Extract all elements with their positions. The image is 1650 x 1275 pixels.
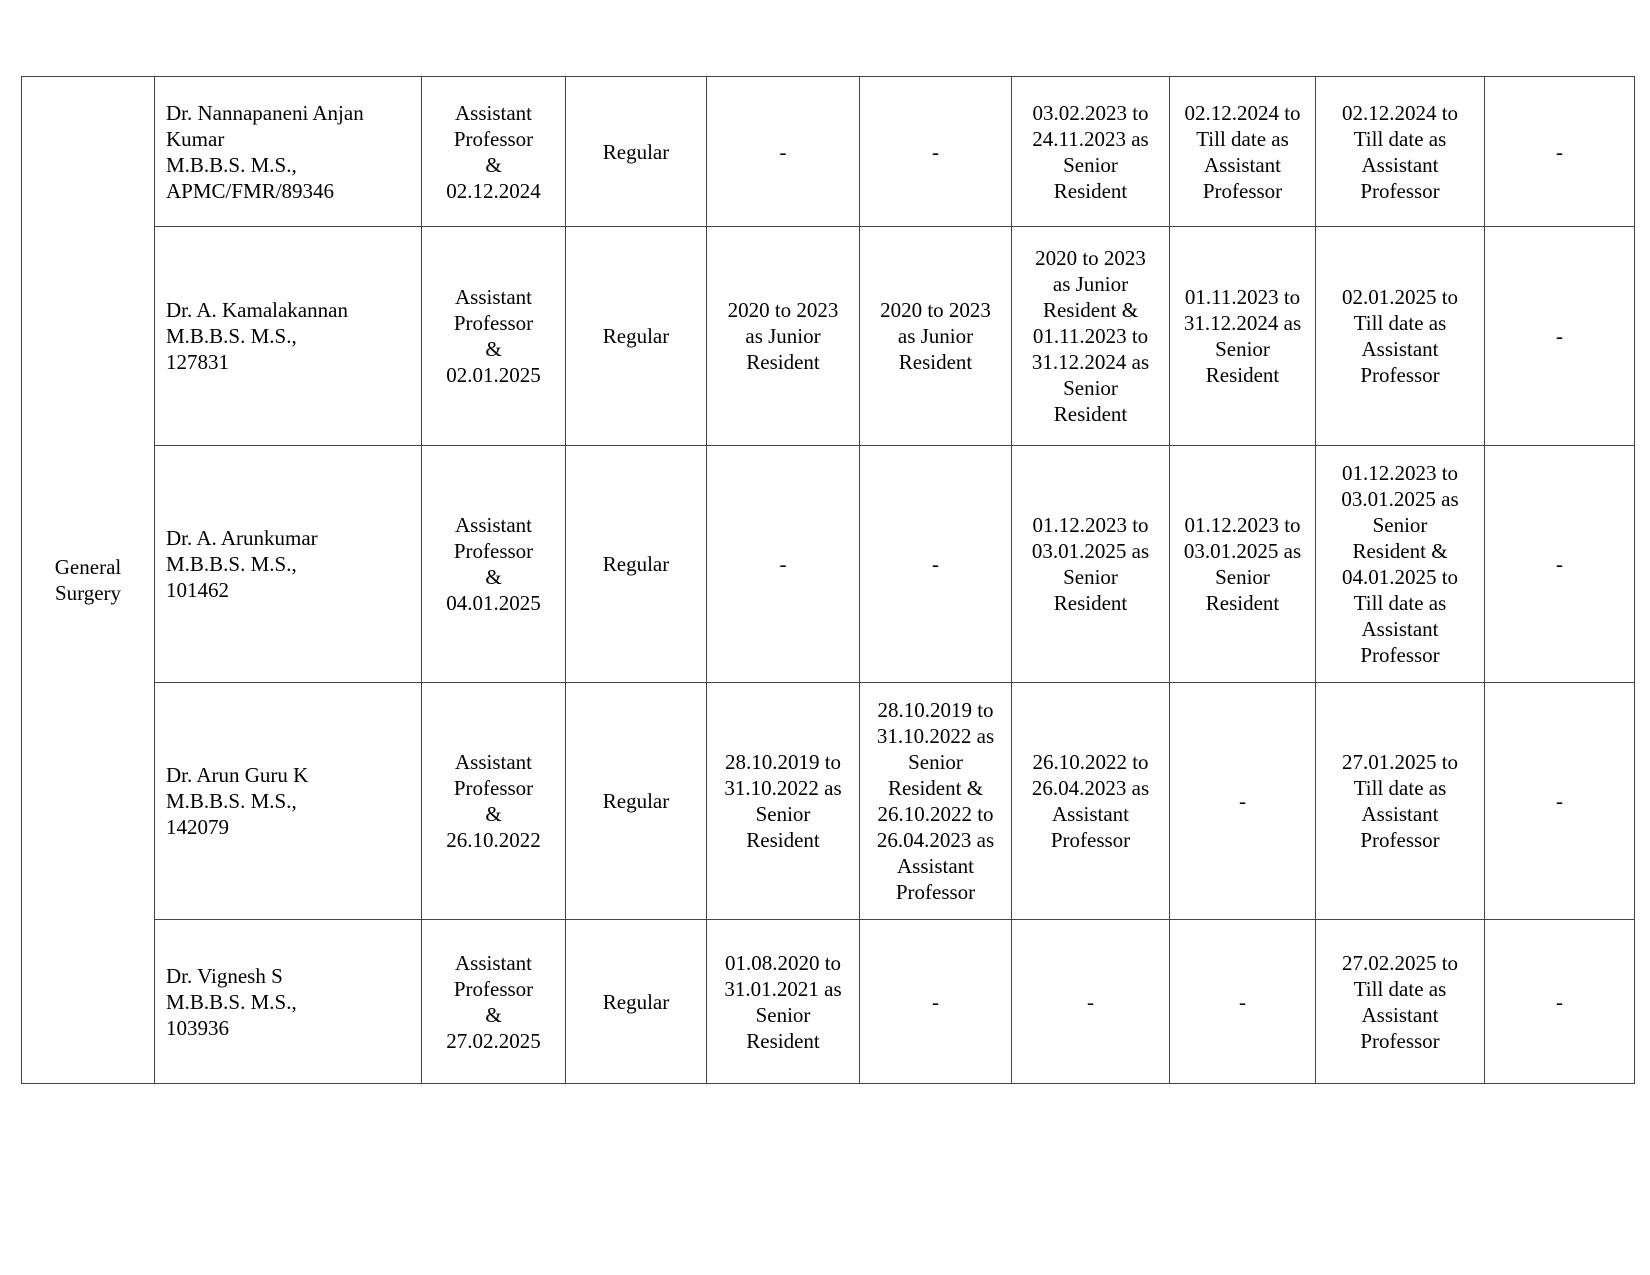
experience-cell: - [1170,683,1316,920]
faculty-name-cell: Dr. A. Kamalakannan M.B.B.S. M.S., 127831 [155,227,422,446]
experience-cell: 2020 to 2023 as Junior Resident & 01.11.2023 to 31.12.2024 as Senior Resident [1012,227,1170,446]
appointment-type-cell: Regular [566,77,707,227]
experience-cell: - [707,77,860,227]
experience-cell: 28.10.2019 to 31.10.2022 as Senior Resident & 26.10.2022 to 26.04.2023 as Assistant Professor [860,683,1012,920]
faculty-name-cell: Dr. Arun Guru K M.B.B.S. M.S., 142079 [155,683,422,920]
designation-cell: Assistant Professor & 02.12.2024 [422,77,566,227]
experience-cell: 2020 to 2023 as Junior Resident [707,227,860,446]
experience-cell: - [860,446,1012,683]
table-row [22,446,1635,683]
experience-cell: 27.01.2025 to Till date as Assistant Professor [1316,683,1485,920]
experience-cell: - [1170,920,1316,1084]
appointment-type-cell: Regular [566,683,707,920]
experience-cell: - [1485,227,1635,446]
appointment-type-cell: Regular [566,446,707,683]
experience-cell: - [1012,920,1170,1084]
experience-cell: - [1485,683,1635,920]
experience-cell: 01.12.2023 to 03.01.2025 as Senior Resident [1012,446,1170,683]
experience-cell: 02.12.2024 to Till date as Assistant Professor [1316,77,1485,227]
appointment-type-cell: Regular [566,920,707,1084]
experience-cell: 28.10.2019 to 31.10.2022 as Senior Resident [707,683,860,920]
experience-cell: - [1485,446,1635,683]
faculty-name-cell: Dr. Nannapaneni Anjan Kumar M.B.B.S. M.S., APMC/FMR/89346 [155,77,422,227]
experience-cell: 01.08.2020 to 31.01.2021 as Senior Resident [707,920,860,1084]
table-row [22,683,1635,920]
experience-cell: - [1485,920,1635,1084]
experience-cell: 03.02.2023 to 24.11.2023 as Senior Resident [1012,77,1170,227]
experience-cell: - [707,446,860,683]
experience-cell: - [1485,77,1635,227]
faculty-name-cell: Dr. Vignesh S M.B.B.S. M.S., 103936 [155,920,422,1084]
experience-cell: - [860,77,1012,227]
experience-cell: 01.12.2023 to 03.01.2025 as Senior Resident [1170,446,1316,683]
designation-cell: Assistant Professor & 02.01.2025 [422,227,566,446]
experience-cell: 01.12.2023 to 03.01.2025 as Senior Resident & 04.01.2025 to Till date as Assistant Professor [1316,446,1485,683]
experience-cell: 01.11.2023 to 31.12.2024 as Senior Resident [1170,227,1316,446]
designation-cell: Assistant Professor & 27.02.2025 [422,920,566,1084]
experience-cell: 02.12.2024 to Till date as Assistant Professor [1170,77,1316,227]
experience-cell: - [860,920,1012,1084]
experience-cell: 27.02.2025 to Till date as Assistant Professor [1316,920,1485,1084]
faculty-table [21,76,1635,1084]
faculty-name-cell: Dr. A. Arunkumar M.B.B.S. M.S., 101462 [155,446,422,683]
table-row [22,920,1635,1084]
department-cell: General Surgery [22,77,155,1084]
experience-cell: 26.10.2022 to 26.04.2023 as Assistant Professor [1012,683,1170,920]
designation-cell: Assistant Professor & 26.10.2022 [422,683,566,920]
experience-cell: 02.01.2025 to Till date as Assistant Professor [1316,227,1485,446]
designation-cell: Assistant Professor & 04.01.2025 [422,446,566,683]
table-row [22,227,1635,446]
table-row [22,77,1635,227]
experience-cell: 2020 to 2023 as Junior Resident [860,227,1012,446]
appointment-type-cell: Regular [566,227,707,446]
